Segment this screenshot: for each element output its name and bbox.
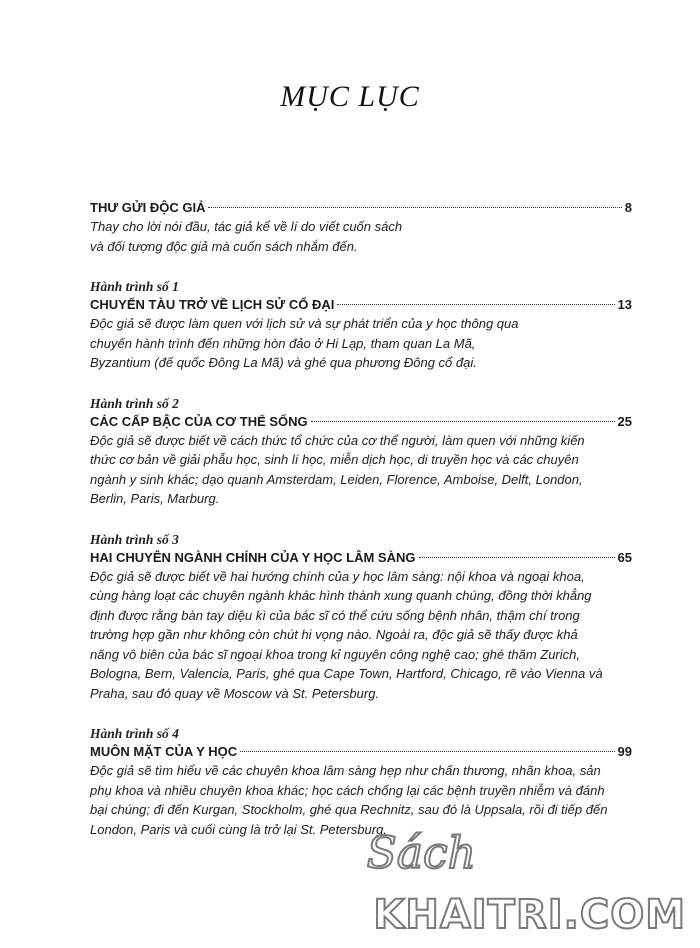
desc-line: Thay cho lời nói đầu, tác giả kể về lí do viết cuốn sách: [90, 219, 403, 234]
desc-line: Độc giả sẽ được biết về cách thức tổ chức của cơ thể người, làm quen với những kiến: [90, 432, 585, 448]
desc-line: Berlin, Paris, Marburg.: [90, 491, 220, 506]
desc-line: thức cơ bản về giải phẫu học, sinh lí học, miễn dịch học, di truyền học và các chuyên: [90, 452, 579, 467]
toc-page-number: 13: [617, 297, 632, 312]
desc-line: London, Paris và cuối cùng là trở lại St. Petersburg.: [90, 821, 387, 837]
toc-page-number: 65: [617, 549, 632, 565]
desc-line: năng vô biên của bác sĩ ngoại khoa trong kỉ nguyên công nghệ cao; ghé thăm Zurich,: [90, 646, 580, 662]
toc-heading[interactable]: [90, 198, 632, 217]
toc-heading-text: THƯ GỬI ĐỘC GIẢ: [90, 200, 206, 215]
toc-journey-label: Hành trình số 3: [90, 531, 179, 547]
toc-leader-dots: [311, 421, 615, 422]
desc-line: ngành y sinh khác; dạo quanh Amsterdam, Leiden, Florence, Amboise, Delft, London,: [90, 471, 583, 487]
toc-heading-text: CHUYẾN TÀU TRỞ VỀ LỊCH SỬ CỔ ĐẠI: [90, 297, 335, 312]
toc-entry-journey-2: [90, 395, 632, 509]
toc-heading[interactable]: [90, 412, 632, 431]
desc-line: Độc giả sẽ được làm quen với lịch sử và sự phát triển của y học thông qua: [90, 316, 519, 331]
toc-page-number: 99: [617, 744, 632, 759]
toc-entry-journey-3: [90, 531, 632, 704]
toc-description: [90, 217, 632, 256]
desc-line: Bologna, Bern, Valencia, Paris, ghé qua Cape Town, Hartford, Chicago, rẽ vào Vienna và: [90, 666, 603, 681]
toc-leader-dots: [208, 207, 621, 208]
toc-leader-dots: [337, 304, 614, 305]
desc-line: và đối tượng độc giả mà cuốn sách nhắm đến.: [90, 238, 358, 254]
desc-line: phụ khoa và nhiều chuyên khoa khác; học cách chống lại các bệnh truyền nhiễm và đánh: [90, 782, 605, 798]
desc-line: trường hợp gần như không còn chút hi vọng nào. Ngoài ra, độc giả sẽ thấy được khả: [90, 627, 578, 642]
desc-line: bại chúng; đi đến Kurgan, Stockholm, ghé qua Rechnitz, sau đó là Uppsala, rồi đi tiếp đến: [90, 802, 608, 817]
desc-line: chuyến hành trình đến những hòn đảo ở Hi Lạp, tham quan La Mã,: [90, 335, 476, 351]
desc-line: Praha, sau đó quay về Moscow và St. Petersburg.: [90, 685, 380, 701]
toc-journey-label: Hành trình số 1: [90, 279, 179, 294]
desc-line: Độc giả sẽ được biết về hai hướng chính của y học lâm sàng: nội khoa và ngoại khoa,: [90, 568, 585, 584]
watermark-brand-text: KHAITRI.COM: [373, 892, 686, 938]
toc-entry-journey-4: [90, 725, 632, 839]
desc-line: định được rằng bàn tay diệu kì của bác sĩ có thể cứu sống bệnh nhân, thậm chí trong: [90, 607, 580, 623]
toc-description: [90, 314, 632, 373]
toc-heading-text: CÁC CẤP BẬC CỦA CƠ THỂ SỐNG: [90, 413, 308, 429]
page-title: MỤC LỤC: [280, 80, 420, 113]
toc-entry-journey-1: [90, 278, 632, 373]
watermark-logo: [356, 828, 686, 938]
toc-heading-text: HAI CHUYÊN NGÀNH CHÍNH CỦA Y HỌC LÂM SÀNG: [90, 549, 416, 565]
toc-journey-label: Hành trình số 2: [90, 395, 179, 411]
table-of-contents: [90, 198, 632, 861]
watermark-script-text: Sách: [366, 828, 476, 879]
toc-leader-dots: [419, 557, 615, 558]
desc-line: Byzantium (đế quốc Đông La Mã) và ghé qua phương Đông cổ đại.: [90, 355, 477, 370]
toc-heading[interactable]: [90, 742, 632, 761]
toc-heading[interactable]: [90, 548, 632, 567]
toc-page-number: 25: [617, 413, 632, 429]
toc-description: [90, 567, 632, 704]
toc-page-number: 8: [624, 200, 632, 215]
toc-entry-preface: [90, 198, 632, 256]
toc-description: [90, 431, 632, 509]
toc-heading[interactable]: [90, 295, 632, 314]
toc-journey-label: Hành trình số 4: [90, 726, 179, 741]
desc-line: cùng hàng loạt các chuyên ngành khác hình thành xung quanh chúng, đồng thời khẳng: [90, 588, 592, 603]
toc-leader-dots: [240, 751, 614, 752]
toc-heading-text: MUÔN MẶT CỦA Y HỌC: [90, 744, 238, 759]
desc-line: Độc giả sẽ tìm hiểu về các chuyên khoa lâm sàng hẹp như chấn thương, nhãn khoa, sản: [90, 763, 601, 778]
